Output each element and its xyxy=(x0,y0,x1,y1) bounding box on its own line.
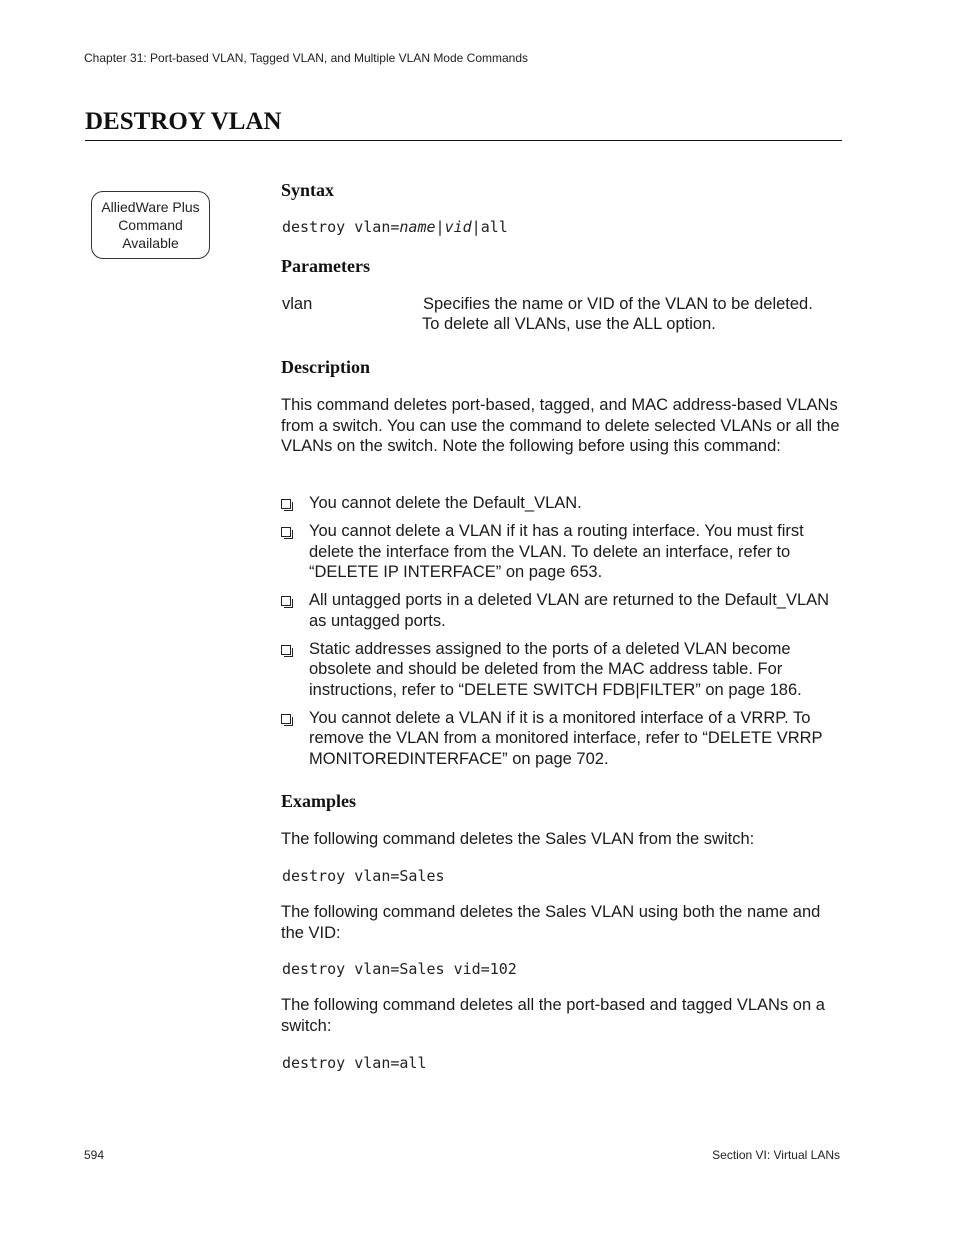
list-item xyxy=(281,708,843,770)
list-item xyxy=(281,493,843,514)
syntax-prefix: destroy vlan= xyxy=(282,218,400,236)
section-footer: Section VI: Virtual LANs xyxy=(712,1148,840,1162)
syntax-arg-name: name xyxy=(399,218,436,236)
checkbox-bullet-icon xyxy=(281,499,291,509)
parameter-name: vlan xyxy=(282,295,313,313)
description-intro: This command deletes port-based, tagged, and MAC address-based VLANs from a switch. You can use the command to delete selected VLANs or all the VLANs on the switch. Note the following before using this command: xyxy=(281,396,840,455)
syntax-sep-2: | xyxy=(471,218,481,236)
parameter-description-line-1: Specifies the name or VID of the VLAN to be deleted. xyxy=(423,295,813,313)
syntax-arg-vid: vid xyxy=(444,218,472,236)
alliedware-plus-badge xyxy=(91,191,210,259)
list-item-text: You cannot delete a VLAN if it has a routing interface. You must first delete the interface from the VLAN. To delete an interface, refer to “DELETE IP INTERFACE” on page 653. xyxy=(309,522,804,581)
checkbox-bullet-icon xyxy=(281,527,291,537)
parameter-description-line-2: To delete all VLANs, use the ALL option. xyxy=(422,315,716,333)
checkbox-bullet-icon xyxy=(281,645,291,655)
examples-heading: Examples xyxy=(281,791,357,811)
example-1-text: The following command deletes the Sales VLAN from the switch: xyxy=(281,830,755,848)
example-3-text: The following command deletes all the port-based and tagged VLANs on a switch: xyxy=(281,996,825,1035)
example-3-code: destroy vlan=all xyxy=(282,1054,427,1072)
badge-line-3: Available xyxy=(122,235,179,251)
description-notes-list xyxy=(281,493,843,777)
parameter-description xyxy=(422,294,842,334)
example-2-text: The following command deletes the Sales VLAN using both the name and the VID: xyxy=(281,903,821,942)
checkbox-bullet-icon xyxy=(281,596,291,606)
badge-line-1: AlliedWare Plus xyxy=(101,199,200,215)
list-item-text: Static addresses assigned to the ports of a deleted VLAN become obsolete and should be deleted from the MAC address table. For instructions, refer to “DELETE SWITCH FDB|FILTER” on page 186. xyxy=(309,639,802,699)
list-item-text: You cannot delete the Default_VLAN. xyxy=(309,494,582,512)
list-item xyxy=(281,590,843,631)
list-item-text: All untagged ports in a deleted VLAN are returned to the Default_VLAN as untagged ports. xyxy=(309,591,830,630)
list-item xyxy=(281,521,843,583)
page-number: 594 xyxy=(84,1148,105,1162)
syntax-code xyxy=(282,218,508,236)
list-item-text: You cannot delete a VLAN if it is a monitored interface of a VRRP. To remove the VLAN from a monitored interface, refer to “DELETE VRRP MONITOREDINTERFACE” on page 702. xyxy=(309,708,823,768)
title-divider xyxy=(85,140,842,141)
list-item xyxy=(281,639,843,701)
syntax-heading: Syntax xyxy=(281,180,335,200)
example-1-code: destroy vlan=Sales xyxy=(282,867,445,885)
checkbox-bullet-icon xyxy=(281,714,291,724)
badge-line-2: Command xyxy=(118,217,183,233)
syntax-sep-1: | xyxy=(435,218,445,236)
syntax-arg-all: all xyxy=(480,218,508,236)
description-heading: Description xyxy=(281,357,370,377)
chapter-header: Chapter 31: Port-based VLAN, Tagged VLAN, and Multiple VLAN Mode Commands xyxy=(84,51,529,65)
page-title: DESTROY VLAN xyxy=(85,108,282,135)
example-2-code: destroy vlan=Sales vid=102 xyxy=(282,960,517,978)
parameters-heading: Parameters xyxy=(281,256,370,276)
